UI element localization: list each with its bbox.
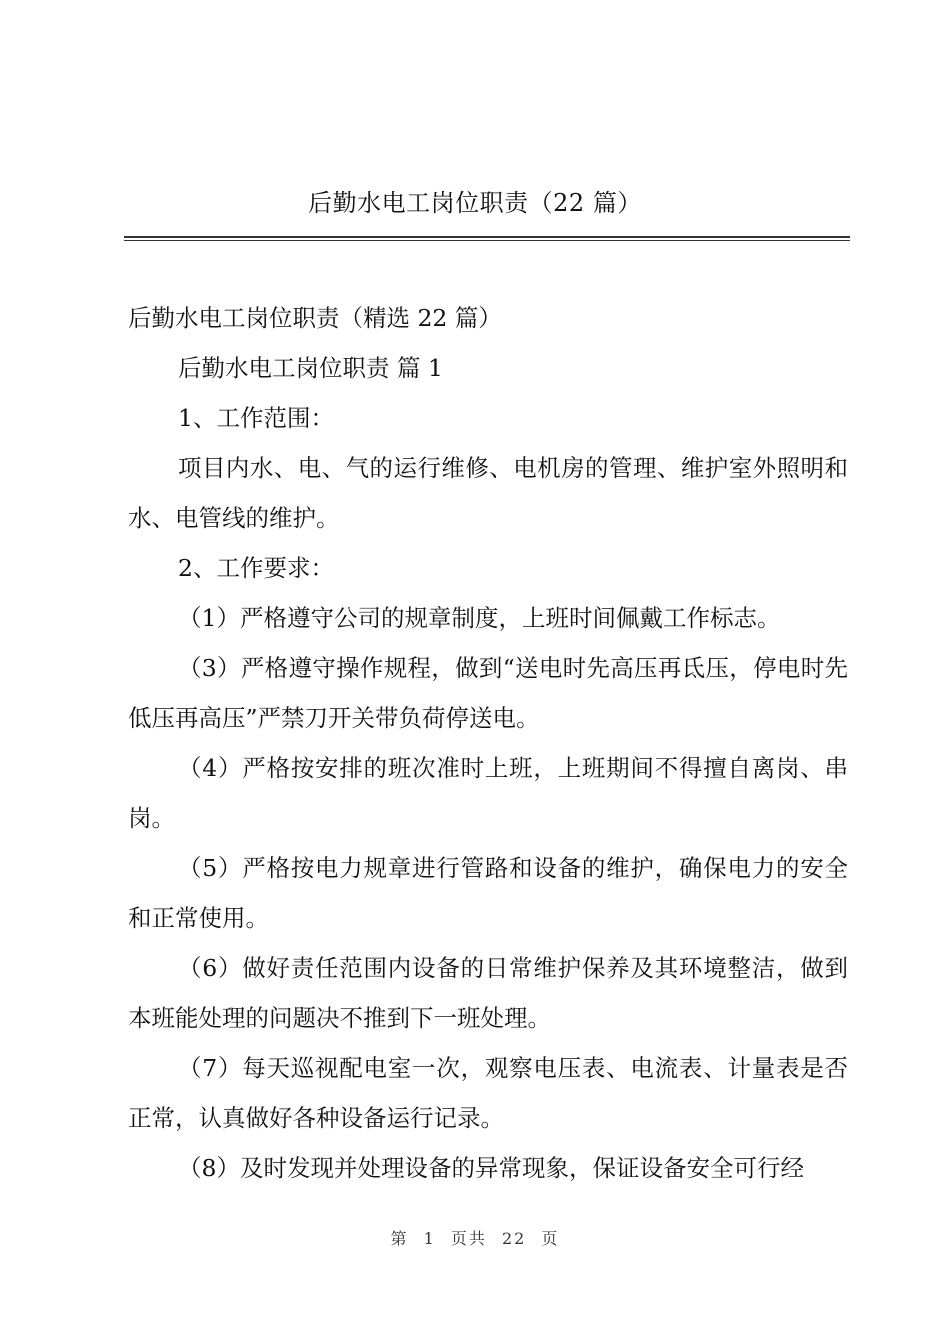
requirement-4: （4）严格按安排的班次准时上班，上班期间不得擅自离岗、串岗。 (128, 754, 848, 832)
requirement-8: （8）及时发现并处理设备的异常现象，保证设备安全可行经 (178, 1154, 804, 1182)
requirement-1: （1）严格遵守公司的规章制度，上班时间佩戴工作标志。 (178, 604, 781, 632)
item-heading-scope: 1、工作范围： (178, 404, 334, 432)
requirement-3: （3）严格遵守操作规程，做到“送电时先高压再氐压，停电时先低压再高压”严禁刀开关带负荷停送电。 (128, 654, 848, 732)
document-subtitle: 后勤水电工岗位职责（精选 22 篇） (128, 304, 502, 332)
paragraph-scope: 项目内水、电、气的运行维修、电机房的管理、维护室外照明和水、电管线的维护。 (128, 454, 848, 532)
item-heading-requirements: 2、工作要求： (178, 554, 334, 582)
requirement-5: （5）严格按电力规章进行管路和设备的维护，确保电力的安全和正常使用。 (128, 854, 848, 932)
header-divider (124, 236, 850, 241)
requirement-7: （7）每天巡视配电室一次，观察电压表、电流表、计量表是否正常，认真做好各种设备运行记录。 (128, 1054, 848, 1132)
section-heading: 后勤水电工岗位职责 篇 1 (178, 354, 443, 382)
requirement-6: （6）做好责任范围内设备的日常维护保养及其环境整洁，做到本班能处理的问题决不推到下一班处理。 (128, 954, 848, 1032)
document-header-title: 后勤水电工岗位职责（22 篇） (308, 189, 642, 217)
document-body (128, 293, 848, 1193)
page-footer: 第 1 页共 22 页 (390, 1229, 560, 1248)
